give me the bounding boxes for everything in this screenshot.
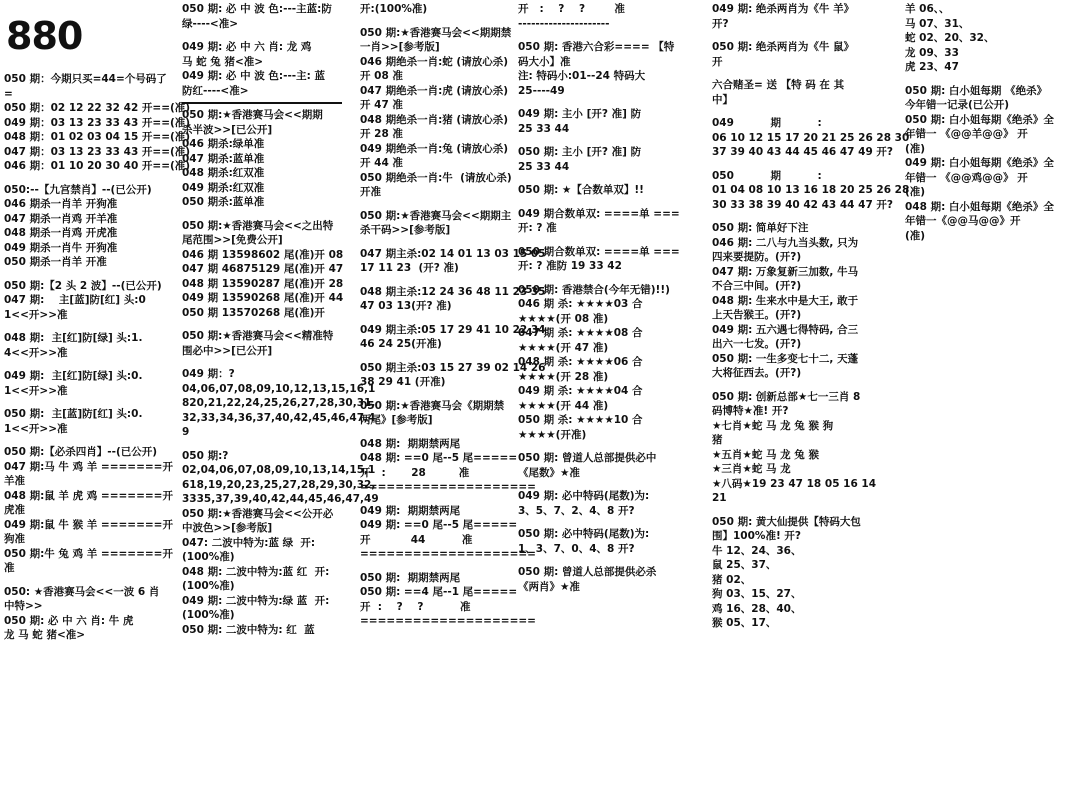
text-line: 《两肖》★准 xyxy=(518,580,580,593)
text-line: 开? xyxy=(712,17,729,30)
text-line: 鸡 16、28、40、 xyxy=(712,602,802,615)
line-gap xyxy=(360,352,520,361)
text-line: 050 期:★香港赛马会<<精准特 xyxy=(182,330,334,342)
text-line: (100%准) xyxy=(182,609,235,621)
text-line: 048 期: 主[红]防[绿] 头:1. xyxy=(4,332,143,344)
text-line: ★★★★(开 44 准) xyxy=(518,399,609,412)
column-6 xyxy=(905,2,1077,243)
text-line: 开 44 准 xyxy=(360,157,403,169)
text-line: 050 期：02 12 22 32 42 开==(准) xyxy=(4,102,191,114)
text-line: 羊准 xyxy=(4,475,25,487)
column-5-body xyxy=(712,2,910,631)
line-gap xyxy=(712,212,892,221)
text-line: 050 期: 绝杀两肖为《牛 鼠》 xyxy=(712,41,855,53)
text-line: ==================== xyxy=(360,615,536,627)
text-line: 048 期: 二波中特为:蓝 红 开: xyxy=(182,565,330,578)
text-line: 050 期: 黄大仙提供【特码大包 xyxy=(712,515,861,528)
text-line: 马 07、31、 xyxy=(905,17,970,30)
text-line: 开 08 准 xyxy=(360,70,403,82)
text-line: 猪 xyxy=(712,434,723,446)
line-gap xyxy=(4,360,172,369)
text-line: 蛇 02、20、32、 xyxy=(905,32,995,44)
text-line: 049 期: 二波中特为:绿 蓝 开: xyxy=(182,594,330,607)
text-line: ★★★★(开 28 准) xyxy=(518,370,609,383)
text-line: 046 期杀:绿单准 xyxy=(182,138,265,150)
text-line: 050 期: ★【合数单双】!! xyxy=(518,184,644,196)
text-line: 开准 xyxy=(360,186,381,198)
text-line: 048 期: 期期禁两尾 xyxy=(360,437,461,450)
text-line: 049 期 : xyxy=(712,117,822,129)
text-line: 050 期:★香港赛马会<<之出特 xyxy=(182,219,334,232)
text-line: 050 期:【2 头 2 波】--(已公开) xyxy=(4,279,162,292)
text-line: 06 10 12 15 17 20 21 25 26 28 30 xyxy=(712,131,910,144)
text-line: 048 期主杀:12 24 36 48 11 23 35 xyxy=(360,285,546,298)
site-logo: 880 xyxy=(6,14,83,58)
text-line: 杀半波>>[已公开] xyxy=(182,123,273,136)
text-line: 开: ? 准防 19 33 42 xyxy=(518,260,622,272)
text-line: 050 期: 白小姐每期 《绝杀》 xyxy=(905,84,1048,97)
text-line: 047 期: 万象复新三加数, 牛马 xyxy=(712,265,859,278)
text-line: 049 期: 绝杀两肖为《牛 羊》 xyxy=(712,3,855,15)
text-line: 上天告猴王。(开?) xyxy=(712,309,802,321)
text-line: 《尾数》★准 xyxy=(518,466,580,479)
text-line: 050 期: 必中特码(尾数)为: xyxy=(518,528,650,540)
text-line: 一肖>>[参考版] xyxy=(360,41,440,53)
text-line: 049 期: 必中特码(尾数)为: xyxy=(518,490,650,502)
line-gap xyxy=(518,518,693,527)
text-line: 046 期 13598602 尾(准)开 08 xyxy=(182,248,344,261)
text-line: 猪 02、 xyxy=(712,573,752,586)
text-line: 047 期 46875129 尾(准)开 47 xyxy=(182,263,344,275)
text-line: 中】 xyxy=(712,93,733,106)
text-line: 01 04 08 10 13 16 18 20 25 26 28 xyxy=(712,184,910,196)
text-line: 618,19,20,23,25,27,28,29,30,32, xyxy=(182,478,376,491)
text-line: ★★★★(开 08 准) xyxy=(518,312,609,325)
text-line: 050 期：今期只买=44=个号码了 xyxy=(4,73,167,85)
text-line: 37 39 40 43 44 45 46 47 49 开? xyxy=(712,146,893,158)
text-line: 开 xyxy=(712,55,723,68)
text-line: 绿----<准> xyxy=(182,17,239,30)
text-line: 六合赌圣= 送 【特 码 在 其 xyxy=(712,79,845,91)
text-line: 中波色>>[参考版] xyxy=(182,522,273,534)
line-gap xyxy=(518,480,693,489)
text-line: 四来要提防。(开?) xyxy=(712,251,802,263)
text-line: ★三肖★蛇 马 龙 xyxy=(712,463,791,475)
line-gap xyxy=(4,270,172,279)
line-gap xyxy=(4,174,172,183)
text-line: --------------------- xyxy=(518,17,610,30)
text-line: 050 期: 曾道人总部提供必杀 xyxy=(518,566,657,578)
text-line: 1<<开>>准 xyxy=(4,422,68,435)
line-gap xyxy=(360,428,520,437)
column-1-body xyxy=(4,72,191,643)
text-line: 46 24 25(开准) xyxy=(360,338,442,350)
text-line: 050 期: 一生多变七十二, 天蓬 xyxy=(712,352,859,365)
line-gap xyxy=(360,495,520,504)
text-line: 30 33 38 39 40 42 43 44 47 开? xyxy=(712,198,893,211)
text-line: 开 28 准 xyxy=(360,128,403,140)
text-line: 050 期 13570268 尾(准)开 xyxy=(182,306,325,319)
line-gap xyxy=(712,160,892,169)
text-line: 9 xyxy=(182,426,190,438)
text-line: 开 : ? ? 准 xyxy=(518,3,625,15)
text-line: ★★★★(开 47 准) xyxy=(518,341,609,354)
line-gap xyxy=(360,276,520,285)
text-line: 046 期绝杀一肖:蛇 (请放心杀) xyxy=(360,55,509,68)
text-line: 开 44 准 xyxy=(360,533,473,546)
text-line: 049 期: 主[红]防[绿] 头:0. xyxy=(4,370,143,382)
text-line: 羊 06、、 xyxy=(905,3,950,15)
text-line: 049 期：? xyxy=(182,368,235,380)
text-line: 049 期主杀:05 17 29 41 10 22 34 xyxy=(360,323,546,336)
line-gap xyxy=(518,98,693,107)
text-line: 049 期: 期期禁两尾 xyxy=(360,504,461,517)
line-gap xyxy=(182,210,342,219)
line-gap xyxy=(712,381,892,390)
text-line: (100%准) xyxy=(182,551,235,563)
text-line: 050 期 : xyxy=(712,169,822,182)
text-line: 不合三中间。(开?) xyxy=(712,280,802,292)
text-line: 048 期:鼠 羊 虎 鸡 =======开 xyxy=(4,489,173,502)
text-line: 048 期杀一肖鸡 开虎准 xyxy=(4,227,118,239)
text-line: 准 xyxy=(4,562,15,574)
text-line: 048 期: ==0 尾--5 尾===== xyxy=(360,452,518,464)
line-gap xyxy=(182,358,342,367)
text-line: 050 期合数单双: ====单 === xyxy=(518,245,680,258)
line-gap xyxy=(712,31,892,40)
line-gap xyxy=(905,75,1077,84)
text-line: 狗准 xyxy=(4,533,25,545)
text-line: 4<<开>>准 xyxy=(4,346,68,359)
text-line: 049 期: 五六遇七得特码, 合三 xyxy=(712,323,859,336)
text-line: ★五肖★蛇 马 龙 兔 猴 xyxy=(712,448,819,461)
text-line: 1<<开>>准 xyxy=(4,384,68,397)
section-divider xyxy=(182,102,342,104)
text-line: (准) xyxy=(905,186,926,198)
text-line: 049 期杀:红双准 xyxy=(182,181,265,194)
text-line: 049 期合数单双: ====单 === xyxy=(518,207,680,220)
text-line: 050 期主杀:03 15 27 39 02 14 26 xyxy=(360,361,546,374)
line-gap xyxy=(518,31,693,40)
text-line: 047 期：03 13 23 33 43 开==(准) xyxy=(4,145,191,158)
text-line: 050 期: 创新总部★七一三肖 8 xyxy=(712,390,861,403)
text-line: 046 期: 二八与九当头数, 只为 xyxy=(712,236,859,249)
text-line: 050 期: 香港禁合(今年无错)!!) xyxy=(518,283,670,296)
text-line: 猴 05、17、 xyxy=(712,617,777,629)
line-gap xyxy=(360,238,520,247)
line-gap xyxy=(712,506,892,515)
text-line: 注: 特码小:01--24 特码大 xyxy=(518,70,646,82)
text-line: (准) xyxy=(905,142,926,155)
text-line: 050: ★香港赛马会<<一波 6 肖 xyxy=(4,585,160,598)
text-line: 25 33 44 xyxy=(518,122,570,135)
text-line: 1、3、7、0、4、8 开? xyxy=(518,542,635,555)
text-line: 050 期杀:蓝单准 xyxy=(182,196,265,208)
text-line: 047 期主杀:02 14 01 13 03 15 05 xyxy=(360,247,546,260)
text-line: 开: ? 准 xyxy=(518,222,557,234)
text-line: 050 期:★香港赛马会《期期禁 xyxy=(360,399,505,412)
text-line: 050 期 杀: ★★★★10 合 xyxy=(518,414,643,426)
text-line: 年错一 《@@羊@@》 开 xyxy=(905,128,1028,140)
line-gap xyxy=(518,236,693,245)
text-line: 围】100%准! 开? xyxy=(712,530,801,542)
text-line: 049 期杀一肖牛 开狗准 xyxy=(4,241,118,254)
text-line: 049 期: ==0 尾--5 尾===== xyxy=(360,519,518,531)
text-line: 050 期: 简单好下注 xyxy=(712,222,809,234)
text-line: 820,21,22,24,25,26,27,28,30,31, xyxy=(182,397,376,409)
column-1 xyxy=(4,2,191,643)
text-line: 049 期: 主小 [开? 准] 防 xyxy=(518,108,642,120)
text-line: 大将征西去。(开?) xyxy=(712,367,802,379)
text-line: 050 期:★香港赛马会<<期期禁 xyxy=(360,26,512,39)
line-gap xyxy=(4,322,172,331)
line-gap xyxy=(360,390,520,399)
text-line: 048 期: 生来水中是大王, 敢于 xyxy=(712,294,859,307)
text-line: 050 期:★香港赛马会<<期期 xyxy=(182,109,323,121)
line-gap xyxy=(518,174,693,183)
text-line: 开 47 准 xyxy=(360,99,403,111)
line-gap xyxy=(360,562,520,571)
text-line: 47 03 13(开? 准) xyxy=(360,300,452,312)
text-line: 050 期: 香港六合彩==== 【特 xyxy=(518,41,675,53)
text-line: 杀干码>>[参考版] xyxy=(360,224,451,236)
column-6-body xyxy=(905,2,1077,243)
text-line: 050 期:★香港赛马会<<公开必 xyxy=(182,507,334,520)
text-line: 047 期杀:蓝单准 xyxy=(182,152,265,165)
text-line: 龙 09、33 xyxy=(905,46,959,59)
text-line: 049 期: 必 中 六 肖: 龙 鸡 xyxy=(182,41,312,53)
line-gap xyxy=(4,576,172,585)
text-line: 050 期:★香港赛马会<<期期主 xyxy=(360,209,512,222)
text-line: 046 期杀一肖羊 开狗准 xyxy=(4,198,118,210)
text-line: 050 期:【必杀四肖】--(已公开) xyxy=(4,446,158,458)
text-line: 050 期: 曾道人总部提供必中 xyxy=(518,452,657,464)
text-line: ==================== xyxy=(360,548,536,560)
text-line: 048 期: 白小姐每期《绝杀》全 xyxy=(905,200,1054,213)
text-line: 050 期: 二波中特为: 红 蓝 xyxy=(182,623,315,636)
text-line: 码博特★准! 开? xyxy=(712,405,789,417)
text-line: 048 期 杀: ★★★★06 合 xyxy=(518,356,643,368)
text-line: 047 期: 主[蓝]防[红] 头:0 xyxy=(4,294,146,306)
line-gap xyxy=(360,17,520,26)
text-line: 046 期：01 10 20 30 40 开==(准) xyxy=(4,160,191,172)
text-line: 049 期: 白小姐每期《绝杀》全 xyxy=(905,157,1054,169)
text-line: 出六一七发。(开?) xyxy=(712,338,802,350)
text-line: 3、5、7、2、4、8 开? xyxy=(518,504,635,517)
text-line: 050 期: 白小姐每期《绝杀》全 xyxy=(905,113,1054,126)
text-line: 02,04,06,07,08,09,10,13,14,15,1 xyxy=(182,464,376,476)
text-line: 049 期:鼠 牛 猴 羊 =======开 xyxy=(4,518,173,531)
text-line: 开:(100%准) xyxy=(360,3,428,15)
line-gap xyxy=(360,314,520,323)
text-line: 25 33 44 xyxy=(518,160,570,173)
text-line: 049 期绝杀一肖:兔 (请放心杀) xyxy=(360,142,509,155)
text-line: 047 期:马 牛 鸡 羊 =======开 xyxy=(4,460,173,473)
text-line: 049 期 杀: ★★★★04 合 xyxy=(518,385,643,397)
line-gap xyxy=(518,442,693,451)
text-line: ★八码★19 23 47 18 05 16 14 xyxy=(712,477,877,490)
text-line: 中特>> xyxy=(4,600,43,612)
text-line: 鼠 25、37、 xyxy=(712,559,777,571)
column-4-body xyxy=(518,2,693,594)
text-line: 047: 二波中特为:蓝 绿 开: xyxy=(182,536,316,549)
text-line: 050 期: 期期禁两尾 xyxy=(360,571,461,584)
line-gap xyxy=(4,436,172,445)
text-line: 048 期 13590287 尾(准)开 28 xyxy=(182,277,344,290)
text-line: 050 期: 主小 [开? 准] 防 xyxy=(518,146,642,158)
text-line: 049 期：03 13 23 33 43 开==(准) xyxy=(4,116,191,129)
text-line: ==================== xyxy=(360,481,536,493)
text-line: 050 期: 必 中 波 色:---主蓝:防 xyxy=(182,3,332,15)
text-line: 050:--【九宫禁肖】--(已公开) xyxy=(4,183,152,196)
text-line: 狗 03、15、27、 xyxy=(712,588,802,600)
line-gap xyxy=(182,440,342,449)
text-line: 050 期绝杀一肖:牛 (请放心杀) xyxy=(360,171,512,184)
text-line: 047 期绝杀一肖:虎 (请放心杀) xyxy=(360,84,509,97)
text-line: 25----49 xyxy=(518,84,565,97)
text-line: 开 : ? ? 准 xyxy=(360,600,471,613)
text-line: 尾范围>>[免费公开] xyxy=(182,234,283,246)
text-line: 049 期: 必 中 波 色:---主: 蓝 xyxy=(182,70,326,82)
text-line: 049 期 13590268 尾(准)开 44 xyxy=(182,292,344,304)
text-line: 17 11 23 (开? 准) xyxy=(360,262,459,274)
text-line: 048 期：01 02 03 04 15 开==(准) xyxy=(4,131,191,143)
text-line: 050 期: ==4 尾--1 尾===== xyxy=(360,586,518,598)
text-line: 3335,37,39,40,42,44,45,46,47,49 xyxy=(182,493,379,505)
text-line: 龙 马 蛇 猪<准> xyxy=(4,629,86,641)
text-line: 码大小】准 xyxy=(518,55,571,68)
text-line: 048 期杀:红双准 xyxy=(182,167,265,179)
text-line: 年错一《@@马@@》开 xyxy=(905,215,1021,227)
text-line: 虎 23、47 xyxy=(905,61,959,73)
text-line: 050 期: 主[蓝]防[红] 头:0. xyxy=(4,408,143,420)
text-line: 050 期:? xyxy=(182,449,229,462)
line-gap xyxy=(518,198,693,207)
text-line: 050 期: 必 中 六 肖: 牛 虎 xyxy=(4,614,134,627)
text-line: 防红----<准> xyxy=(182,84,249,97)
text-line: 年错一 《@@鸡@@》 开 xyxy=(905,171,1028,184)
text-line: 048 期绝杀一肖:猪 (请放心杀) xyxy=(360,113,509,126)
column-4 xyxy=(518,2,693,594)
line-gap xyxy=(518,556,693,565)
text-line: 047 期杀一肖鸡 开羊准 xyxy=(4,212,118,225)
line-gap xyxy=(182,31,342,40)
text-line: 围必中>>[已公开] xyxy=(182,344,273,357)
text-line: 1<<开>>准 xyxy=(4,308,68,321)
text-line: = xyxy=(4,87,13,100)
text-line: 21 xyxy=(712,492,727,504)
text-line: 050 期杀一肖羊 开准 xyxy=(4,256,107,268)
line-gap xyxy=(360,200,520,209)
text-line: 牛 12、24、36、 xyxy=(712,544,802,557)
text-line: (100%准) xyxy=(182,580,235,592)
text-line: 马 蛇 兔 猪<准> xyxy=(182,55,264,68)
text-line: ★★★★(开准) xyxy=(518,428,587,441)
column-5 xyxy=(712,2,910,631)
line-gap xyxy=(518,136,693,145)
line-gap xyxy=(182,320,342,329)
text-line: 04,06,07,08,09,10,12,13,15,16,1 xyxy=(182,382,376,395)
text-line: 050 期:牛 兔 鸡 羊 =======开 xyxy=(4,547,173,560)
line-gap xyxy=(518,274,693,283)
line-gap xyxy=(712,107,892,116)
text-line: ★七肖★蛇 马 龙 兔 猴 狗 xyxy=(712,419,834,432)
text-line: 两尾》[参考版] xyxy=(360,414,433,426)
text-line: 047 期 杀: ★★★★08 合 xyxy=(518,327,643,339)
line-gap xyxy=(4,398,172,407)
text-line: (准) xyxy=(905,229,926,242)
text-line: 虎准 xyxy=(4,504,25,516)
text-line: 开 : 28 准 xyxy=(360,466,470,479)
text-line: 046 期 杀: ★★★★03 合 xyxy=(518,298,643,310)
text-line: 32,33,34,36,37,40,42,45,46,47,4 xyxy=(182,411,376,424)
text-line: 今年错一记录(已公开) xyxy=(905,99,1010,111)
line-gap xyxy=(712,69,892,78)
text-line: 38 29 41 (开准) xyxy=(360,376,446,388)
